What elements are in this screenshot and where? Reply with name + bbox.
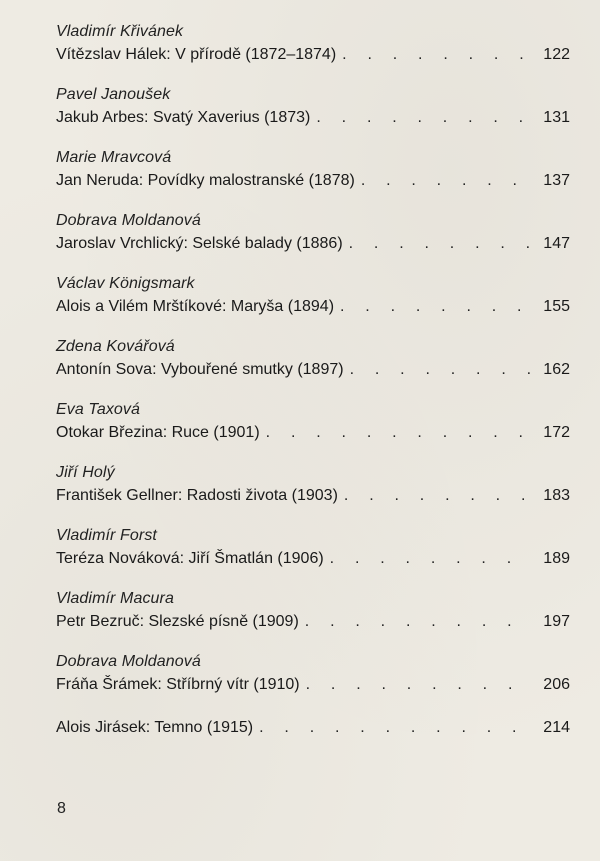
entry-line[interactable]: [56, 168, 570, 194]
toc-entry: [56, 274, 570, 320]
entry-line[interactable]: [56, 105, 570, 131]
entry-line[interactable]: [56, 42, 570, 68]
toc-entry: [56, 337, 570, 383]
entry-title: František Gellner: Radosti života (1903): [56, 487, 338, 504]
entry-title: Teréza Nováková: Jiří Šmatlán (1906): [56, 550, 324, 567]
dot-leader: [342, 42, 532, 68]
entry-author: Vladimír Forst: [56, 527, 157, 544]
entry-title: Otokar Březina: Ruce (1901): [56, 424, 260, 441]
dot-leader: [344, 483, 532, 509]
entry-line[interactable]: [56, 483, 570, 509]
dot-leader: [340, 294, 532, 320]
dot-leader: [266, 420, 532, 446]
toc-entry: [56, 22, 570, 68]
dot-leader: [259, 715, 532, 741]
entry-author: Dobrava Moldanová: [56, 212, 201, 229]
page-number: 8: [57, 800, 66, 817]
entry-line[interactable]: [56, 357, 570, 383]
toc-entry: [56, 589, 570, 635]
entry-author: Jiří Holý: [56, 464, 115, 481]
entry-page-number: 155: [543, 298, 570, 315]
entry-page-number: 162: [543, 361, 570, 378]
table-of-contents: [56, 22, 570, 758]
dot-leader: [361, 168, 532, 194]
dot-leader: [330, 546, 532, 572]
entry-title: Jakub Arbes: Svatý Xaverius (1873): [56, 109, 311, 126]
entry-title: Jan Neruda: Povídky malostranské (1878): [56, 172, 355, 189]
entry-author: Marie Mravcová: [56, 149, 172, 166]
dot-leader: [349, 231, 532, 257]
entry-line[interactable]: [56, 715, 570, 741]
entry-page-number: 183: [543, 487, 570, 504]
toc-entry: [56, 526, 570, 572]
entry-title: Antonín Sova: Vybouřené smutky (1897): [56, 361, 344, 378]
toc-entry: [56, 85, 570, 131]
entry-page-number: 172: [543, 424, 570, 441]
dot-leader: [306, 672, 532, 698]
toc-entry: [56, 715, 570, 741]
entry-line[interactable]: [56, 609, 570, 635]
entry-page-number: 137: [543, 172, 570, 189]
entry-author: Vladimír Křivánek: [56, 23, 184, 40]
entry-page-number: 131: [543, 109, 570, 126]
entry-author: Zdena Kovářová: [56, 338, 175, 355]
toc-entry: [56, 211, 570, 257]
toc-entry: [56, 148, 570, 194]
entry-line[interactable]: [56, 420, 570, 446]
entry-title: Jaroslav Vrchlický: Selské balady (1886): [56, 235, 343, 252]
entry-page-number: 206: [543, 676, 570, 693]
entry-line[interactable]: [56, 672, 570, 698]
entry-title: Fráňa Šrámek: Stříbrný vítr (1910): [56, 676, 300, 693]
entry-page-number: 189: [543, 550, 570, 567]
entry-page-number: 147: [543, 235, 570, 252]
dot-leader: [316, 105, 532, 131]
dot-leader: [305, 609, 532, 635]
entry-page-number: 197: [543, 613, 570, 630]
toc-entry: [56, 652, 570, 698]
toc-entry: [56, 400, 570, 446]
entry-title: Petr Bezruč: Slezské písně (1909): [56, 613, 299, 630]
entry-line[interactable]: [56, 294, 570, 320]
entry-page-number: 214: [543, 719, 570, 736]
entry-author: Vladimír Macura: [56, 590, 174, 607]
entry-line[interactable]: [56, 546, 570, 572]
toc-entry: [56, 463, 570, 509]
entry-author: Pavel Janoušek: [56, 86, 171, 103]
entry-page-number: 122: [543, 46, 570, 63]
entry-line[interactable]: [56, 231, 570, 257]
entry-title: Vítězslav Hálek: V přírodě (1872–1874): [56, 46, 337, 63]
dot-leader: [350, 357, 532, 383]
entry-author: Dobrava Moldanová: [56, 653, 201, 670]
entry-author: Václav Königsmark: [56, 275, 195, 292]
entry-title: Alois Jirásek: Temno (1915): [56, 719, 254, 736]
entry-title: Alois a Vilém Mrštíkové: Maryša (1894): [56, 298, 335, 315]
entry-author: Eva Taxová: [56, 401, 141, 418]
